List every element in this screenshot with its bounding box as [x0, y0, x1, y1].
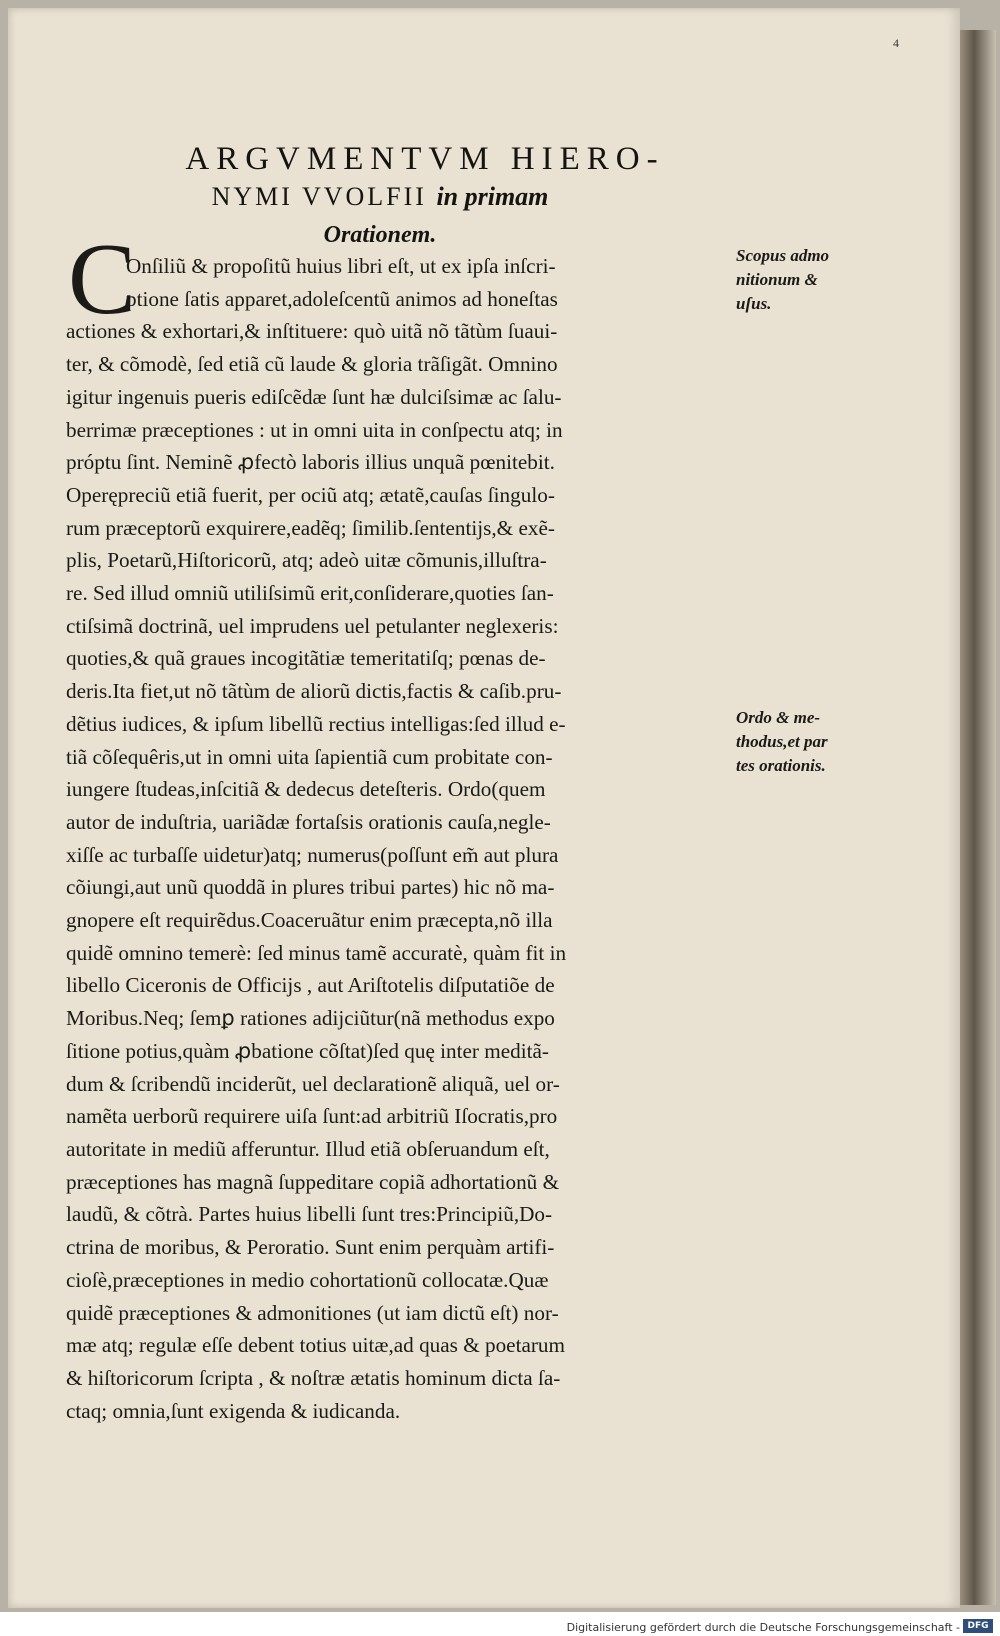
body-text — [66, 250, 726, 1427]
margin-note-line: nitionum & — [736, 270, 818, 289]
text-line: Moribus.Neq; ſemꝑ rationes adijciũtur(nã methodus expo — [66, 1006, 555, 1031]
text-line: ctaq; omnia,ſunt exigenda & iudicanda. — [66, 1398, 401, 1423]
book-fore-edge — [960, 30, 996, 1605]
text-line: plis, Poetarũ,Hiſtoricorũ, atq; adeò uitæ cõmunis,illuſtra- — [66, 548, 547, 573]
text-line: quoties,& quã graues incogitãtiæ temeritatiſq; pœnas de- — [66, 646, 546, 671]
margin-note-line: uſus. — [736, 294, 772, 313]
text-line: berrimæ præceptiones : ut in omni uita in conſpectu atq; in — [66, 417, 563, 442]
text-line: laudũ, & cõtrà. Partes huius libelli ſunt tres:Principiũ,Do- — [66, 1202, 553, 1227]
text-line: ſitione potius,quàm ꝓbatione cõſtat)ſed quę inter meditã- — [66, 1038, 549, 1063]
heading-line-2-caps: NYMI VVOLFII — [211, 182, 427, 211]
text-line: iungere ſtudeas,inſcitiã & dedecus deteſteris. Ordo(quem — [66, 777, 546, 802]
heading-line-2 — [0, 178, 760, 216]
text-line: actiones & exhortari,& inſtituere: quò uitã nõ tãtùm ſuaui- — [66, 319, 558, 344]
text-line: ter, & cõmodè, ſed etiã cũ laude & gloria trãſigãt. Omnino — [66, 352, 558, 377]
text-line: præceptiones has magnã ſuppeditare copiã adhortationũ & — [66, 1169, 560, 1194]
text-line: cõiungi,aut unũ quoddã in plures tribui partes) hic nõ ma- — [66, 875, 555, 900]
text-line: xiſſe ac turbaſſe uidetur)atq; numerus(poſſunt em̃ aut plura — [66, 842, 559, 867]
heading-line-2-italic: in primam — [436, 182, 549, 211]
text-line: rum præceptorũ exquirere,eadẽq; ſimilib.ſententijs,& exẽ- — [66, 515, 555, 540]
page-mark: 4 — [893, 36, 899, 50]
text-line: igitur ingenuis pueris ediſcẽdæ ſunt hæ dulciſsimæ ac ſalu- — [66, 384, 562, 409]
text-line: tiã cõſequêris,ut in omni uita ſapientiã cum probitate con- — [66, 744, 553, 769]
footer-credit: Digitalisierung gefördert durch die Deutsche Forschungsgemeinschaft - — [566, 1621, 960, 1634]
text-line: ctiſsimã doctrinã, uel imprudens uel petulanter neglexeris: — [66, 613, 559, 638]
text-line: dum & ſcribendũ inciderũt, uel declarationẽ aliquã, uel or- — [66, 1071, 560, 1096]
dfg-logo: DFG — [963, 1619, 993, 1633]
text-line: Operępreciũ etiã fuerit, per ociũ atq; ætatẽ,cauſas ſingulo- — [66, 482, 555, 507]
margin-note-line: thodus,et par — [736, 732, 828, 751]
margin-note-line: tes orationis. — [736, 756, 826, 775]
text-line: deris.Ita fiet,ut nõ tãtùm de aliorũ dictis,factis & caſib.pru- — [66, 679, 562, 704]
text-line: quidẽ omnino temerè: ſed minus tamẽ accuratè, quàm fit in — [66, 940, 567, 965]
text-line: ctrina de moribus, & Peroratio. Sunt enim perquàm artifi- — [66, 1235, 555, 1260]
text-line: autor de induſtria, uariãdæ fortaſsis orationis cauſa,negle- — [66, 809, 551, 834]
text-line: quidẽ præceptiones & admonitiones (ut iam dictũ eſt) nor- — [66, 1300, 559, 1325]
text-line: gnopere eſt requirẽdus.Coaceruãtur enim præcepta,nõ illa — [66, 908, 553, 933]
margin-note-line: Ordo & me- — [736, 708, 821, 727]
text-line: & hiſtoricorum ſcripta , & noſtræ ætatis hominum dicta ſa- — [66, 1365, 561, 1390]
text-line: próptu ſint. Neminẽ ꝓfectò laboris illius unquã pœnitebit. — [66, 450, 555, 475]
text-line: Onſiliũ & propoſitũ huius libri eſt, ut ex ipſa inſcri- — [126, 254, 556, 278]
text-line: ptione ſatis apparet,adoleſcentũ animos ad honeſtas — [126, 286, 558, 311]
margin-note-ordo — [736, 706, 856, 778]
margin-note-line: Scopus admo — [736, 246, 830, 265]
text-line: cioſè,præceptiones in medio cohortationũ collocatæ.Quæ — [66, 1267, 549, 1292]
text-line: re. Sed illud omniũ utiliſsimũ erit,conſiderare,quoties ſan- — [66, 581, 554, 606]
heading-line-1: ARGVMENTVM HIERO- — [185, 141, 665, 177]
text-line: mæ atq; regulæ eſſe debent totius uitæ,ad quas & poetarum — [66, 1333, 565, 1358]
text-line: namẽta uerborũ requirere uiſa ſunt:ad arbitriũ Iſocratis,pro — [66, 1104, 558, 1129]
drop-capital: C — [68, 223, 137, 336]
text-line: dẽtius iudices, & ipſum libellũ rectius intelligas:ſed illud e- — [66, 711, 566, 736]
text-line: libello Ciceronis de Officijs , aut Ariſtotelis diſputatiõe de — [66, 973, 555, 998]
heading-line-3: Orationem. — [323, 222, 437, 248]
text-line: autoritate in mediũ afferuntur. Illud etiã obſeruandum eſt, — [66, 1136, 550, 1161]
margin-note-scopus — [736, 244, 856, 316]
